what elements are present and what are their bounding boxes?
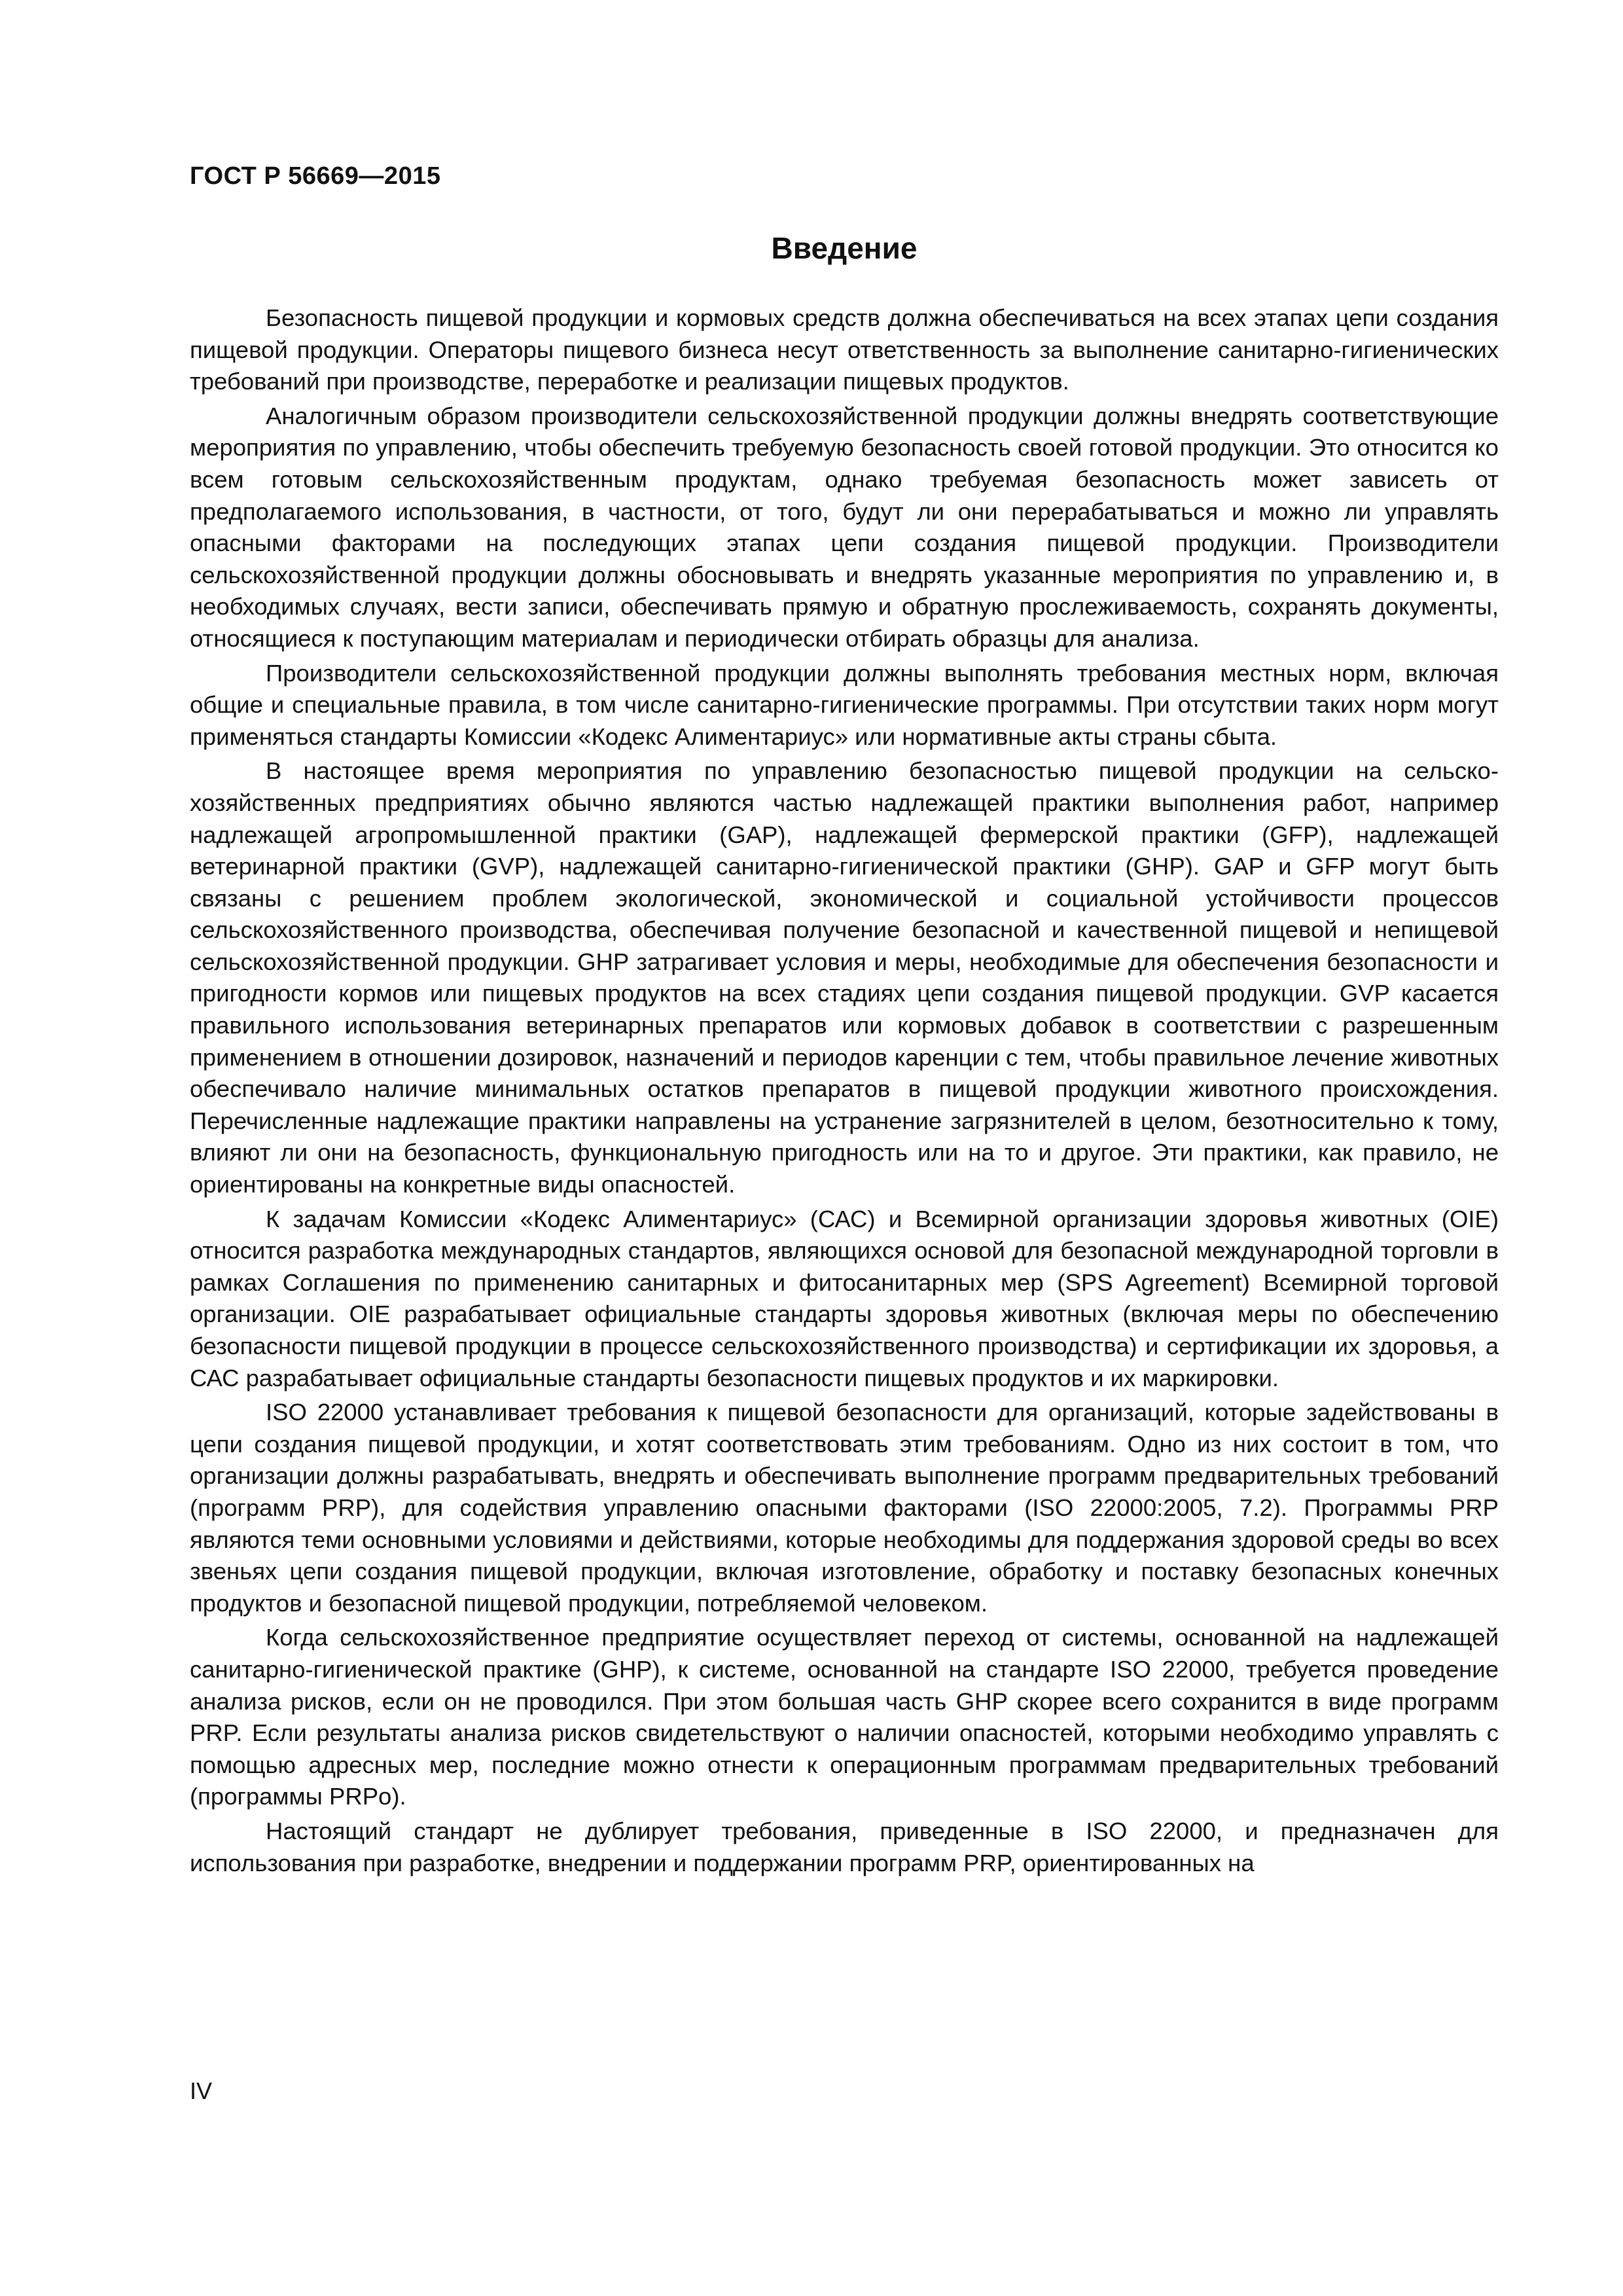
paragraph-5: К задачам Комиссии «Кодекс Алиментариус» (САС) и Всемирной организации здоровья животных (OIE) относится разработка международных стандартов, являющихся основой для безопасной международной торговли в рамках Соглашения по применению санитарных и фитосанитарных мер (SPS Agreement) Всемирной торговой организации. OIE разрабатывает официальные стандарты здоровья животных (включая меры по обеспечению безопасности пищевой продукции в процессе сельскохозяйственного производства) и сертификации их здоровья, а САС разрабатывает официальные стандарты безопасности пищевых продуктов и их маркировки. — [190, 1205, 1499, 1391]
paragraph-4: В настоящее время мероприятия по управлению безопасностью пищевой продукции на сельскохозяйственных предприятиях обычно являются частью надлежащей практики выполнения работ, например надлежащей агропромышленной практики (GAP), надлежащей фермерской практики (GFP), надлежащей ветеринарной практики (GVP), надлежащей санитарно-гигиенической практики (GHP). GAP и GFP могут быть связаны с решением проблем экологической, экономической и социальной устойчивости процессов сельскохозяйственного производства, обеспечивая получение безопасной и качественной пищевой и непищевой сельскохозяйственной продукции. GHP затрагивает условия и меры, необходимые для обеспечения безопасности и пригодности кормов или пищевых продуктов на всех стадиях цепи создания пищевой продукции. GVP касается правильного использования ветеринарных препаратов или кормовых добавок в соответствии с разрешенным применением в отношении дозировок, назначений и периодов каренции с тем, чтобы правильное лечение животных обеспечивало наличие минимальных остатков препаратов в пищевой продукции животного происхождения. Перечисленные надлежащие практики направлены на устранение загрязнителей в целом, безотносительно к тому, влияют ли они на безопасность, функциональную пригодность или на то и другое. Эти практики, как правило, не ориентированы на конкретные виды опасностей. — [190, 757, 1499, 1198]
paragraph-8: Настоящий стандарт не дублирует требования, приведенные в ISO 22000, и предназначен для использования при разработке, внедрении и поддержании программ PRP, ориентированных на — [190, 1817, 1499, 1876]
paragraph-7: Когда сельскохозяйственное предприятие осуществляет переход от системы, основанной на надлежащей санитарно-гигиенической практике (GHP), к системе, основанной на стандарте ISO 22000, требуется проведение анализа рисков, если он не проводился. При этом большая часть GHP скорее всего сохранится в виде программ PRP. Если результаты анализа рисков свидетельствуют о наличии опасностей, которыми необходимо управлять с помощью адресных мер, последние можно отнести к операционным программам предварительных требований (программы PRPо). — [190, 1624, 1499, 1810]
page-number: IV — [190, 2077, 213, 2104]
paragraph-6: ISO 22000 устанавливает требования к пищевой безопасности для организаций, которые задействованы в цепи создания пищевой продукции, и хотят соответствовать этим требованиям. Одно из них состоит в том, что организации должны разрабатывать, внедрять и обеспечивать выполнение программ предварительных требований (программ PRP), для содействия управлению опасными факторами (ISO 22000:2005, 7.2). Программы PRP являются теми основными условиями и действиями, которые необходимы для поддержания здоровой среды во всех звеньях цепи создания пищевой продукции, включая изготовление, обработку и поставку безопасных конечных продуктов и безопасной пищевой продукции, потребляемой человеком. — [190, 1399, 1499, 1617]
body-text — [190, 302, 1499, 1882]
paragraph-3: Производители сельскохозяйственной продукции должны выполнять требования местных норм, включая общие и специальные правила, в том числе санитарно-гигиенические программы. При отсутствии таких норм могут применяться стандарты Комиссии «Кодекс Алиментариус» или нормативные акты страны сбыта. — [190, 659, 1499, 750]
section-title: Введение — [771, 231, 918, 265]
document-code-header: ГОСТ Р 56669—2015 — [190, 162, 441, 190]
paragraph-1: Безопасность пищевой продукции и кормовых средств должна обеспечиваться на всех этапах цепи создания пищевой продукции. Операторы пищевого бизнеса несут ответственность за выполнение санитарно-гигиенических требований при производстве, переработке и реализации пищевых продуктов. — [190, 304, 1499, 395]
paragraph-2: Аналогичным образом производители сельскохозяйственной продукции должны внедрять соответствующие мероприятия по управлению, чтобы обеспечить требуемую безопасность своей готовой продукции. Это относится ко всем готовым сельскохозяйственным продуктам, однако требуемая безопасность может зависеть от предполагаемого использования, в частности, от того, будут ли они перерабатываться и можно ли управлять опасными факторами на последующих этапах цепи создания пищевой продукции. Производители сельскохозяйственной продукции должны обосновывать и внедрять указанные мероприятия по управлению и, в необходимых случаях, вести записи, обеспечивать прямую и обратную прослеживаемость, сохранять документы, относящиеся к поступающим материалам и периодически отбирать образцы для анализа. — [190, 402, 1499, 652]
document-page — [190, 0, 1499, 2296]
